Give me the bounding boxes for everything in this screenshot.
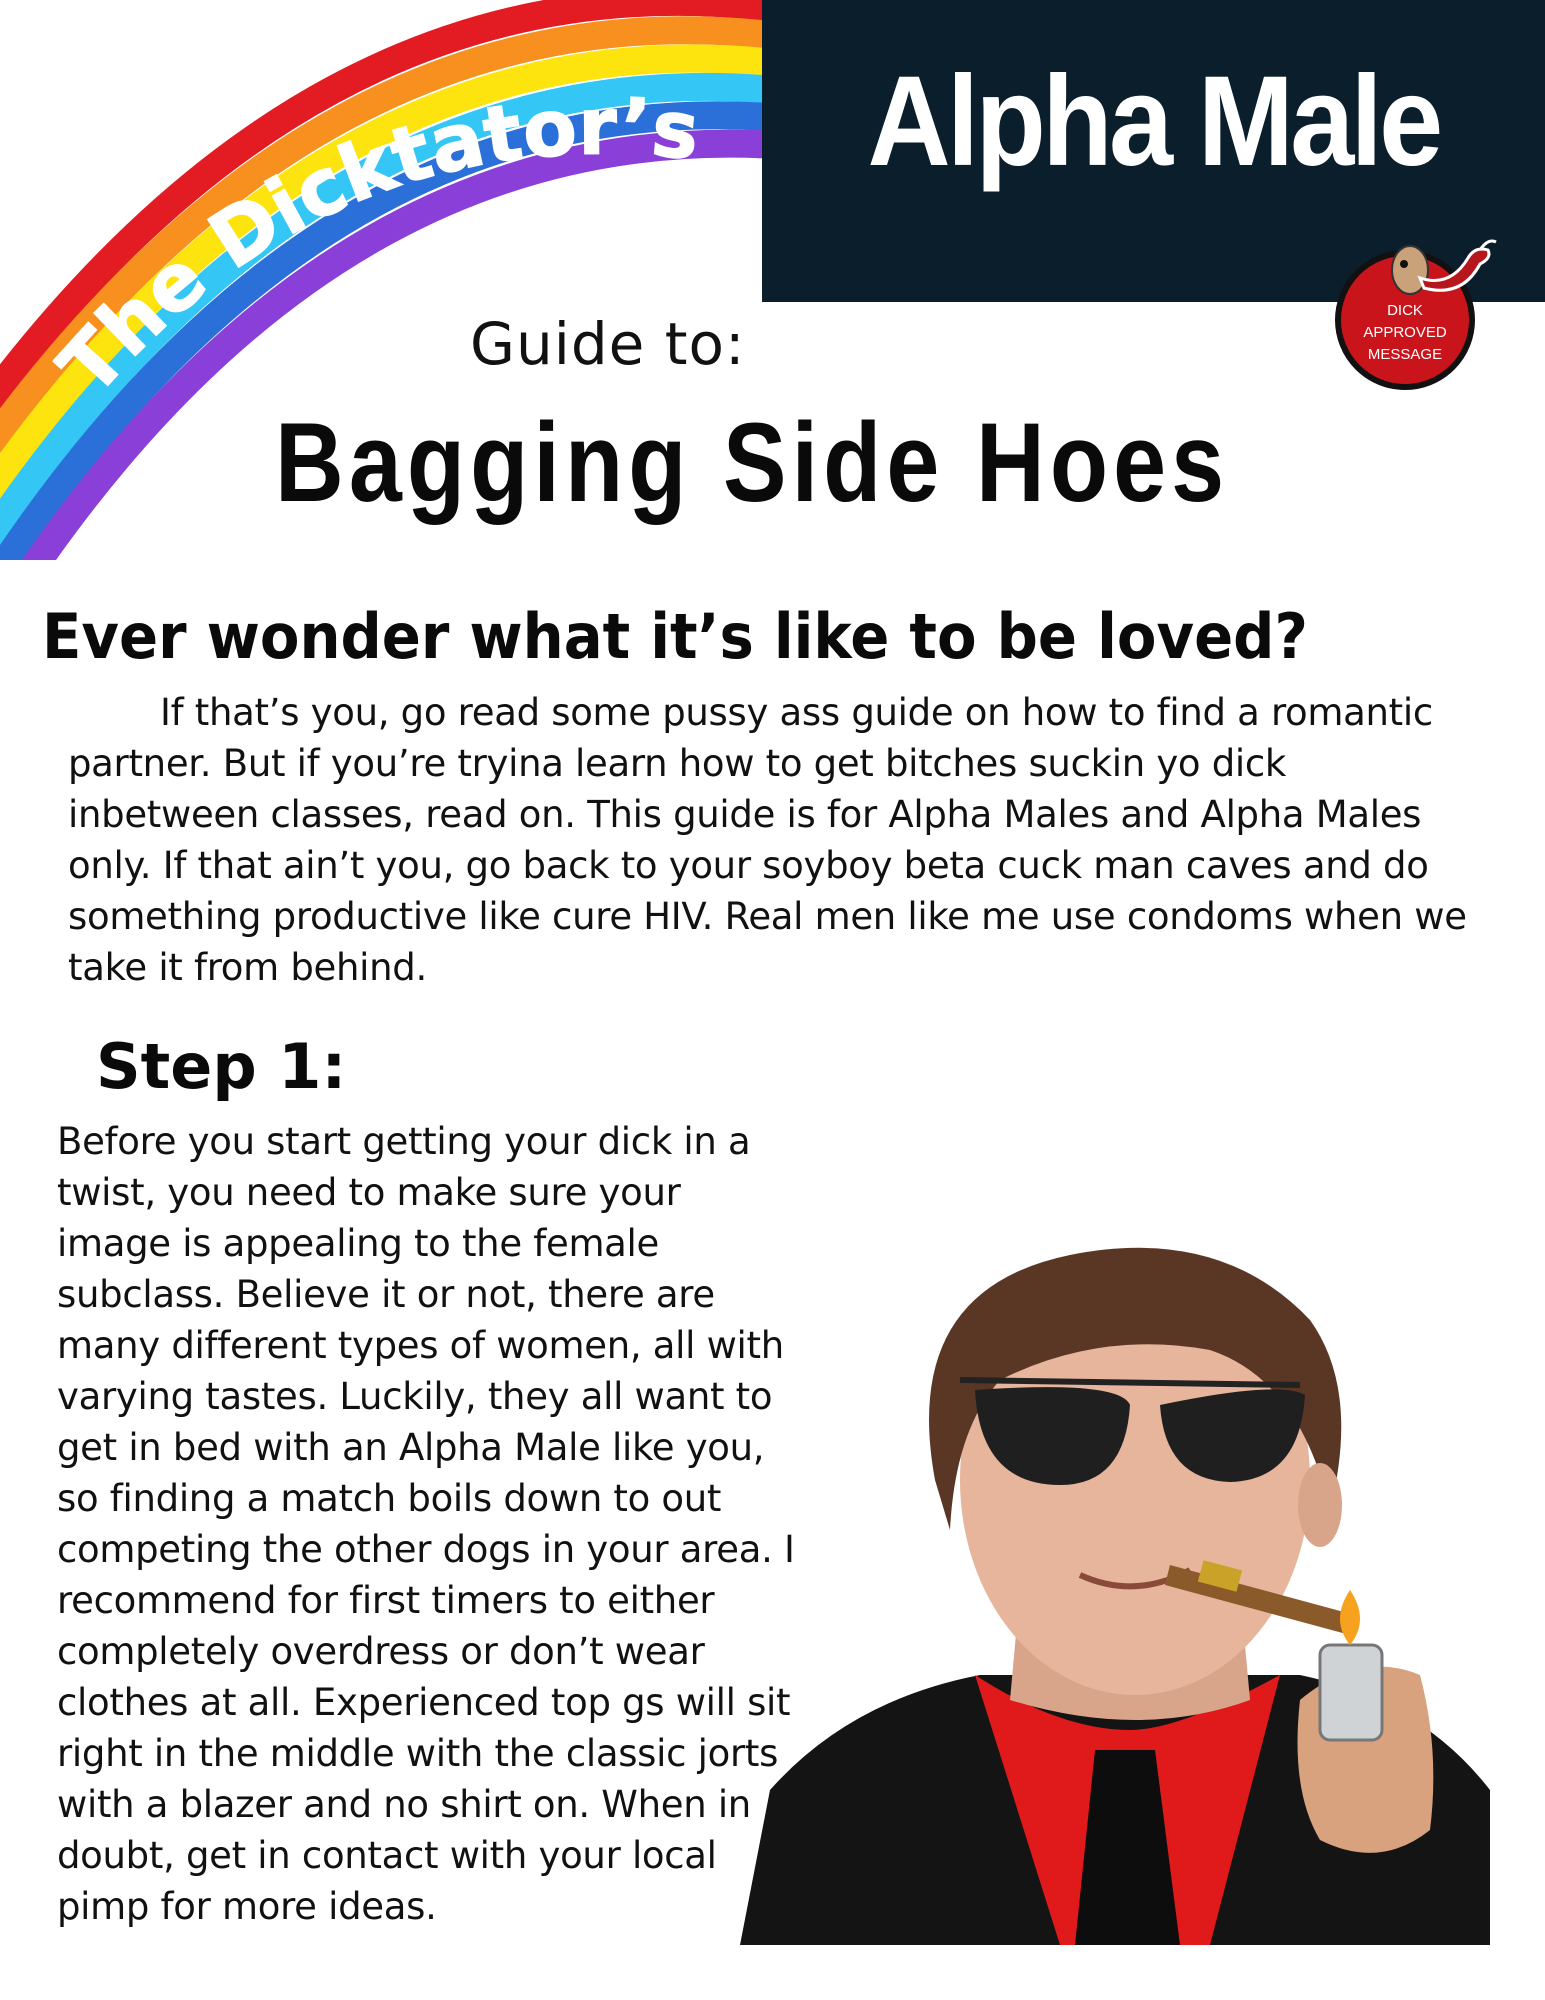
badge-line-3: MESSAGE bbox=[1367, 346, 1443, 363]
lighter-flame bbox=[1340, 1590, 1360, 1645]
main-title: Bagging Side Hoes bbox=[275, 400, 1230, 525]
header-title: Alpha Male bbox=[867, 50, 1440, 193]
guide-to-label: Guide to: bbox=[470, 310, 746, 378]
badge-line-1: DICK bbox=[1387, 302, 1423, 319]
section-heading: Ever wonder what it’s like to be loved? bbox=[42, 600, 1308, 673]
step-1-paragraph: Before you start getting your dick in a twist, you need to make sure your image is appealing to the female subclass. Believe it or not, there are many different types of women, all with varying tastes. Luckily, they all want to get in bed with an Alpha Male like you, so finding a match boils down to out competing the other dogs in your area. I recommend for first timers to either completely overdress or don’t wear clothes at all. Experienced top gs will sit right in the middle with the classic jorts with a blazer and no shirt on. When in doubt, get in contact with your local pimp for more ideas. bbox=[57, 1120, 795, 1928]
intro-paragraph: If that’s you, go read some pussy ass guide on how to find a romantic partner. But if you’re tryina learn how to get bitches suckin yo dick inbetween classes, read on. This guide is for Alpha Males and Alpha Males only. If that ain’t you, go back to your soyboy beta cuck man caves and do something productive like cure HIV. Real men like me use condoms when we take it from behind. bbox=[68, 691, 1467, 989]
ear bbox=[1298, 1463, 1342, 1547]
badge-line-2: APPROVED bbox=[1363, 324, 1447, 341]
pipe-face-icon bbox=[1380, 228, 1500, 318]
step-1-heading: Step 1: bbox=[96, 1030, 347, 1103]
portrait-photo bbox=[740, 1230, 1510, 1945]
lighter bbox=[1320, 1645, 1382, 1740]
rainbow-title: The Dicktator’s bbox=[42, 82, 703, 413]
